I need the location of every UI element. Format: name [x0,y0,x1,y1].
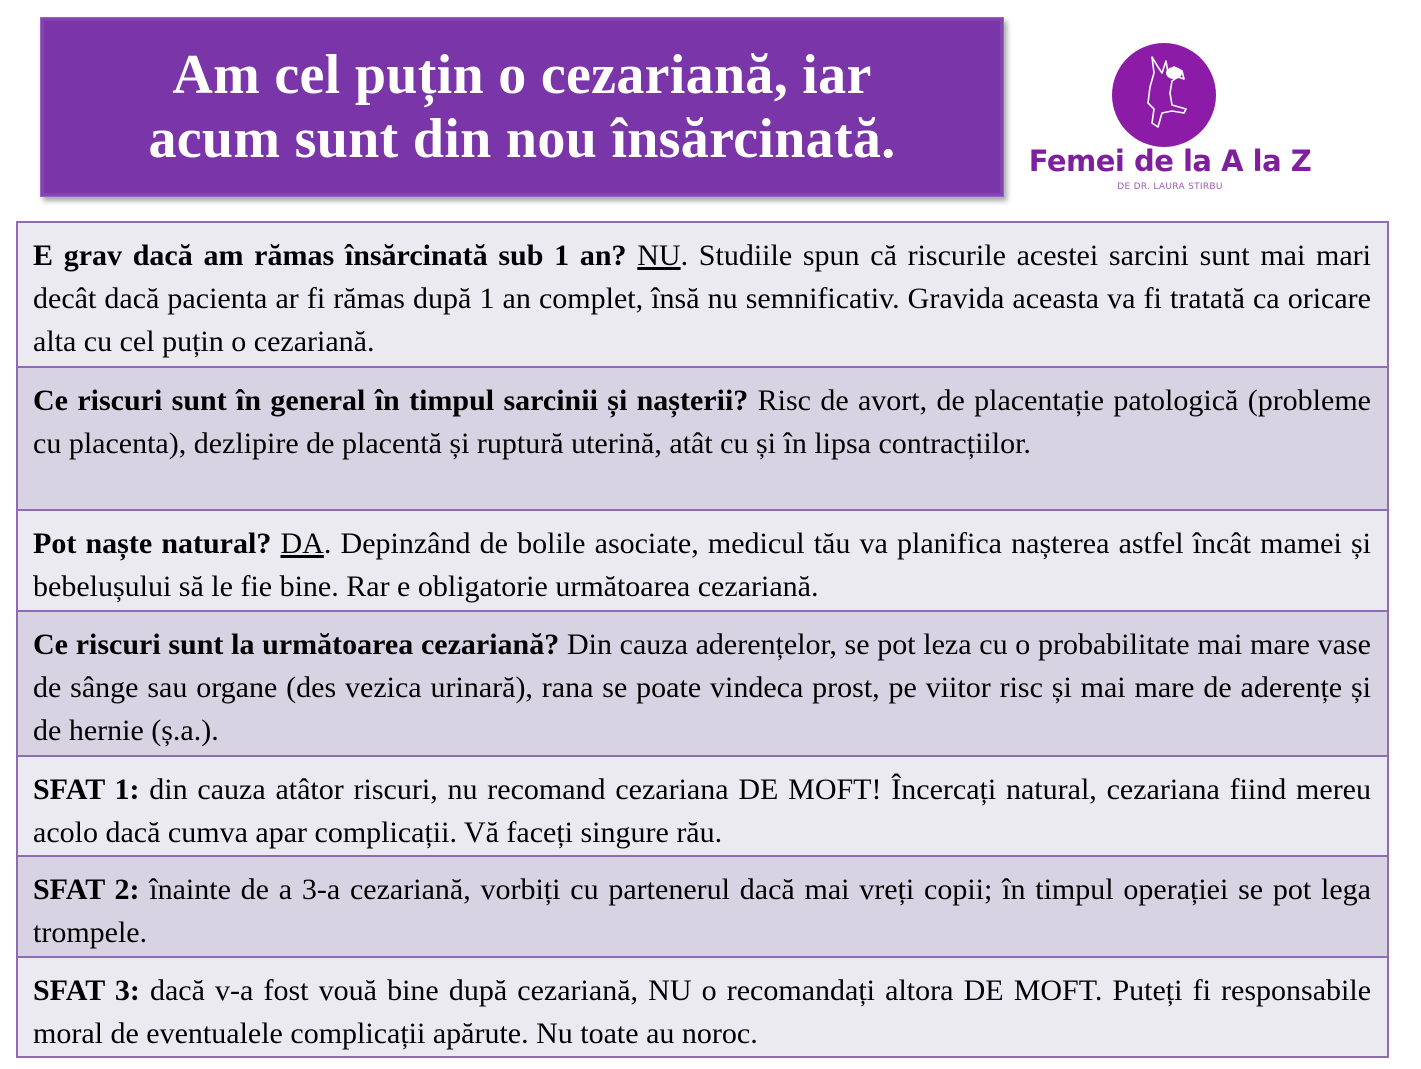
explanation: . Studiile spun că riscurile acestei sarcini sunt mai mari decât dacă pacienta ar fi rămas după 1 an complet, însă nu semnificativ. Gravida aceasta va fi tratată ca oricare alta cu cel puțin o cezariană. [33,239,1371,358]
question: Ce riscuri sunt la următoarea cezariană? [33,628,560,661]
explanation: Risc de avort, de placentație patologică (probleme cu placenta), dezlipire de placentă și ruptură uterină, atât cu și în lipsa contracțiilor. [33,384,1371,460]
faq-row-4 [18,610,1387,755]
tip-text: dacă v-a fost vouă bine după cezariană, NU o recomandați altora DE MOFT. Puteți fi responsabile moral de eventualele complicații apărute. Nu toate au noroc. [33,974,1372,1050]
tip-row-2 [18,855,1387,956]
logo-circle [1112,43,1216,147]
explanation: Din cauza aderențelor, se pot leza cu o probabilitate mai mare vase de sânge sau organe (des vezica urinară), rana se poate vindeca prost, pe viitor risc și mai mare de aderențe și de hernie (ș.a.). [33,628,1371,747]
tip-text: din cauza atâtor riscuri, nu recomand cezariana DE MOFT! Încercați natural, cezariana fiind mereu acolo dacă cumva apar complicații. Vă faceți singure rău. [33,773,1371,849]
tip-text: înainte de a 3-a cezariană, vorbiți cu partenerul dacă mai vreți copii; în timpul operației se pot lega trompele. [33,873,1371,949]
faq-table [16,221,1389,1058]
title-banner [40,17,1004,197]
explanation: . Depinzând de bolile asociate, medicul tău va planifica nașterea astfel încât mamei și bebelușului să le fie bine. Rar e obligatorie următoarea cezariană. [33,527,1371,603]
faq-row-1 [18,223,1387,366]
title-line-2: acum sunt din nou însărcinată. [148,108,896,170]
woman-figure-icon [1112,43,1216,147]
page-title [148,43,895,171]
title-line-1: Am cel puțin o cezariană, iar [172,44,872,106]
tip-row-1 [18,755,1387,855]
question: E grav dacă am rămas însărcinată sub 1 an? [33,239,627,272]
tip-label: SFAT 1: [33,773,140,806]
question: Ce riscuri sunt în general în timpul sarcinii și nașterii? [33,384,749,417]
question: Pot naște natural? [33,527,272,560]
faq-row-3 [18,509,1387,610]
tip-row-3 [18,956,1387,1056]
tip-label: SFAT 2: [33,873,140,906]
logo-name: Femei de la A la Z [1028,144,1312,178]
logo-subtitle: DE DR. LAURA STIRBU [1117,182,1223,192]
logo [1020,20,1320,210]
answer: DA [280,527,324,560]
faq-row-2 [18,366,1387,509]
tip-label: SFAT 3: [33,974,140,1007]
answer: NU [637,239,681,272]
